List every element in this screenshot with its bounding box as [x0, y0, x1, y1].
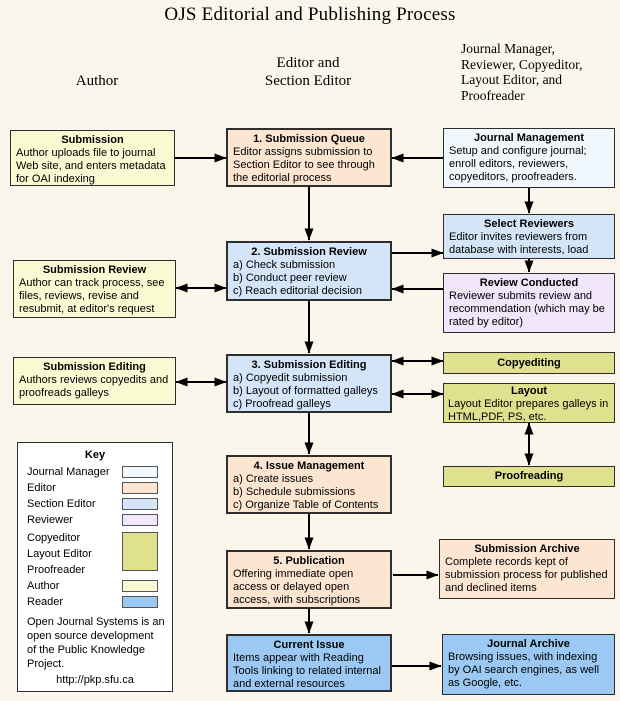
box-submission-body: Author uploads file to journal Web site, and enters metadata for OAI indexing [16, 147, 166, 185]
box-proofreading-title: Proofreading [494, 470, 564, 482]
box-current-issue-body: Items appear with Reading Tools linking to related internal and external resources [233, 652, 381, 690]
box-journal-archive [442, 634, 615, 695]
box-copyediting-title: Copyediting [497, 356, 561, 369]
box-select-reviewers-body: Editor invites reviewers from database with interests, load [449, 231, 589, 256]
key-note: Open Journal Systems is an open source development of the Public Knowledge Project. [27, 616, 165, 670]
box-journal-management [443, 128, 615, 188]
box-submission-archive-body: Complete records kept of submission process for published and declined items [445, 556, 608, 594]
box-submission-editing-author-body: Authors reviews copyedits and proofreads galleys [19, 374, 169, 399]
key-label-editor: Editor [27, 482, 56, 494]
box-issue-management-title: 4. Issue Management [253, 460, 365, 472]
box-layout-body: Layout Editor prepares galleys in HTML,PDF, PS, etc. [448, 398, 609, 423]
box-journal-archive-title: Journal Archive [487, 638, 570, 650]
box-submission-queue-body: Editor assigns submission to Section Editor to see through the editorial process [233, 146, 375, 184]
column-header-manager-line3: Layout Editor, and [461, 72, 563, 87]
key-label-layout-editor: Layout Editor [27, 548, 92, 560]
box-submission-archive-title: Submission Archive [474, 543, 580, 555]
box-publication-title: 5. Publication [273, 555, 345, 567]
issue-management-item-c: c) Organize Table of Contents [233, 499, 379, 511]
column-header-author: Author [75, 73, 119, 89]
column-header-editor-line2: Section Editor [264, 73, 352, 89]
box-publication-body: Offering immediate open access or delayed open access, with subscriptions [233, 568, 361, 606]
box-submission-editing-step-title: 3. Submission Editing [251, 359, 367, 371]
key-url: http://pkp.sfu.ca [56, 674, 134, 686]
box-submission [10, 130, 175, 186]
column-header-editor-line1: Editor and [276, 55, 340, 71]
box-submission-editing-author [13, 357, 176, 405]
box-submission-queue [226, 128, 392, 187]
box-current-issue [226, 634, 392, 692]
box-journal-archive-body: Browsing issues, with indexing by OAI search engines, as well as Google, etc. [448, 651, 600, 689]
column-header-manager-line1: Journal Manager, [461, 41, 555, 56]
box-copyediting [443, 352, 615, 374]
key-legend [17, 442, 173, 692]
editing-step-item-b: b) Layout of formatted galleys [233, 385, 378, 397]
key-swatch-copyeditor-layout-proofreader [122, 532, 158, 571]
box-proofreading [443, 466, 615, 487]
box-select-reviewers [443, 214, 615, 259]
key-title: Key [84, 449, 106, 461]
key-swatch-reviewer [122, 514, 158, 526]
box-select-reviewers-title: Select Reviewers [484, 218, 574, 230]
key-label-author: Author [27, 580, 60, 592]
box-current-issue-title: Current Issue [273, 639, 345, 651]
box-journal-management-title: Journal Management [473, 132, 585, 144]
review-step-item-a: a) Check submission [233, 259, 336, 271]
column-header-manager-line4: Proofreader [461, 87, 525, 103]
review-step-item-c: c) Reach editorial decision [233, 285, 363, 297]
key-label-reviewer: Reviewer [27, 514, 73, 526]
column-header-manager-line2: Reviewer, Copyeditor, [461, 56, 583, 72]
box-submission-title: Submission [61, 134, 124, 146]
key-swatch-journal-manager [122, 466, 158, 478]
box-submission-archive [439, 539, 615, 599]
box-submission-review-author-title: Submission Review [42, 264, 147, 276]
key-label-proofreader: Proofreader [27, 564, 86, 576]
issue-management-item-a: a) Create issues [233, 473, 314, 485]
box-submission-editing-author-title: Submission Editing [43, 361, 146, 373]
box-layout-title: Layout [510, 385, 548, 397]
box-review-conducted [443, 273, 615, 333]
issue-management-item-b: b) Schedule submissions [233, 486, 356, 498]
page-title: OJS Editorial and Publishing Process [164, 4, 456, 25]
box-review-conducted-body: Reviewer submits review and recommendation (which may be rated by editor) [449, 290, 605, 328]
key-label-journal-manager: Journal Manager [27, 466, 110, 478]
editing-step-item-c: c) Proofread galleys [233, 398, 331, 410]
box-submission-review-step-title: 2. Submission Review [251, 246, 367, 258]
box-issue-management [226, 455, 392, 514]
box-submission-editing-step [226, 354, 392, 413]
key-label-section-editor: Section Editor [27, 498, 96, 510]
review-step-item-b: b) Conduct peer review [233, 272, 347, 284]
box-submission-queue-title: 1. Submission Queue [253, 133, 365, 145]
box-publication [226, 550, 392, 609]
key-swatch-section-editor [122, 498, 158, 510]
box-layout [443, 383, 615, 423]
box-journal-management-body: Setup and configure journal; enroll editors, reviewers, copyeditors, proofreaders. [449, 145, 587, 183]
box-review-conducted-title: Review Conducted [479, 277, 579, 289]
box-submission-review-step [226, 241, 392, 301]
key-swatch-editor [122, 482, 158, 494]
box-submission-review-author-body: Author can track process, see files, reviews, revise and resubmit, at editor's request [19, 277, 165, 315]
box-submission-review-author [13, 260, 176, 318]
key-swatch-author [122, 580, 158, 592]
editing-step-item-a: a) Copyedit submission [233, 372, 348, 384]
key-label-copyeditor: Copyeditor [27, 532, 81, 544]
key-swatch-reader [122, 596, 158, 608]
key-label-reader: Reader [27, 596, 64, 608]
